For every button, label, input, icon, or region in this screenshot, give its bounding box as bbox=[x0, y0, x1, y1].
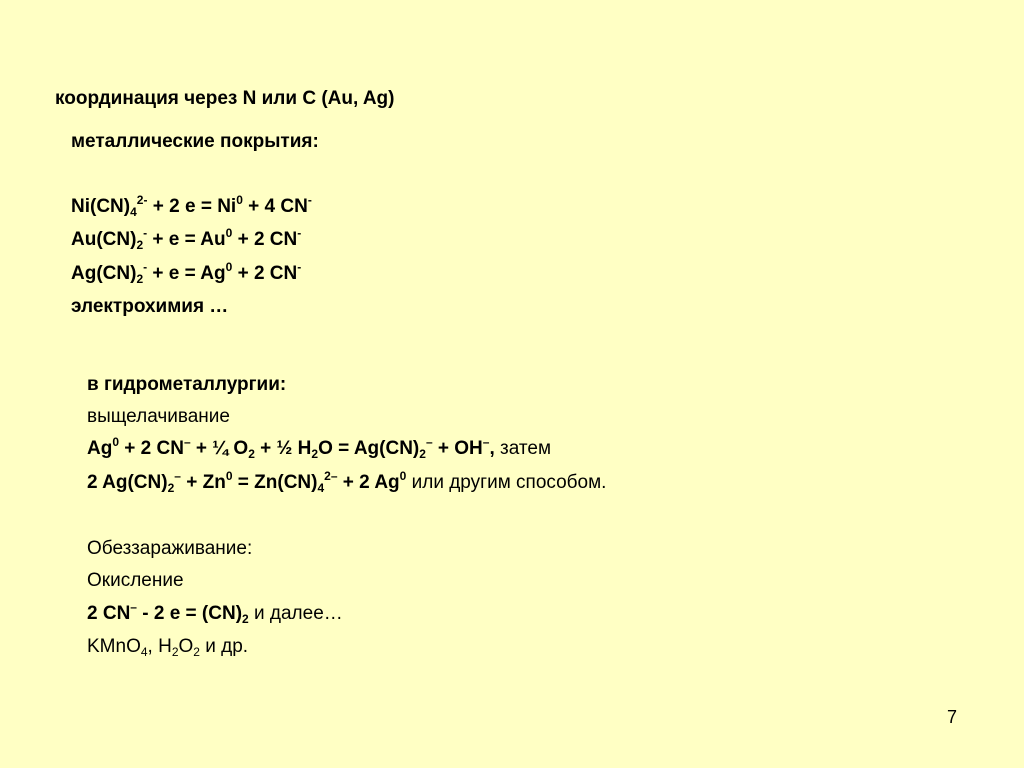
slide-heading: координация через N или C (Au, Ag) bbox=[55, 88, 395, 109]
page-number: 7 bbox=[947, 707, 958, 727]
leaching-text: выщелачивание bbox=[87, 406, 230, 427]
reaction-au: $Au(CN)_2^- + e = Au^0 + 2$ CN- bbox=[71, 226, 302, 252]
electrochemistry-text: электрохимия … bbox=[71, 296, 229, 317]
coatings-title: металлические покрытия: bbox=[71, 131, 319, 152]
reaction-ag: $Ag(CN)_2^- + e = Ag^0 + 2$ CN- bbox=[71, 260, 302, 286]
disinfection-title: Обеззараживание: bbox=[87, 538, 253, 559]
reaction-leaching: $Ag^0 + 2$ CN– + ¼ $O_2$ + ½ $H_2O = Ag(CN)_2^- + OH^-$, затем bbox=[87, 435, 552, 461]
oxidation-text: Окисление bbox=[87, 570, 184, 591]
reaction-ni: $Ni(CN)_4^{2-} + 2$ $e = Ni^0 + 4$ CN- bbox=[71, 193, 312, 219]
reaction-oxidation: 2 CN– - 2 $e = (CN)_2$ и далее… bbox=[87, 600, 343, 626]
oxidants-text: KMnO$_4$, $H_2O_2$ и др. bbox=[87, 636, 249, 659]
reaction-zinc: 2 $Ag(CN)_2^- + Zn^0 = Zn(CN)_4^{2-} + 2$ Ag$^0$ или другим способом. bbox=[87, 469, 607, 495]
hydrometallurgy-title: в гидрометаллургии: bbox=[87, 374, 287, 395]
